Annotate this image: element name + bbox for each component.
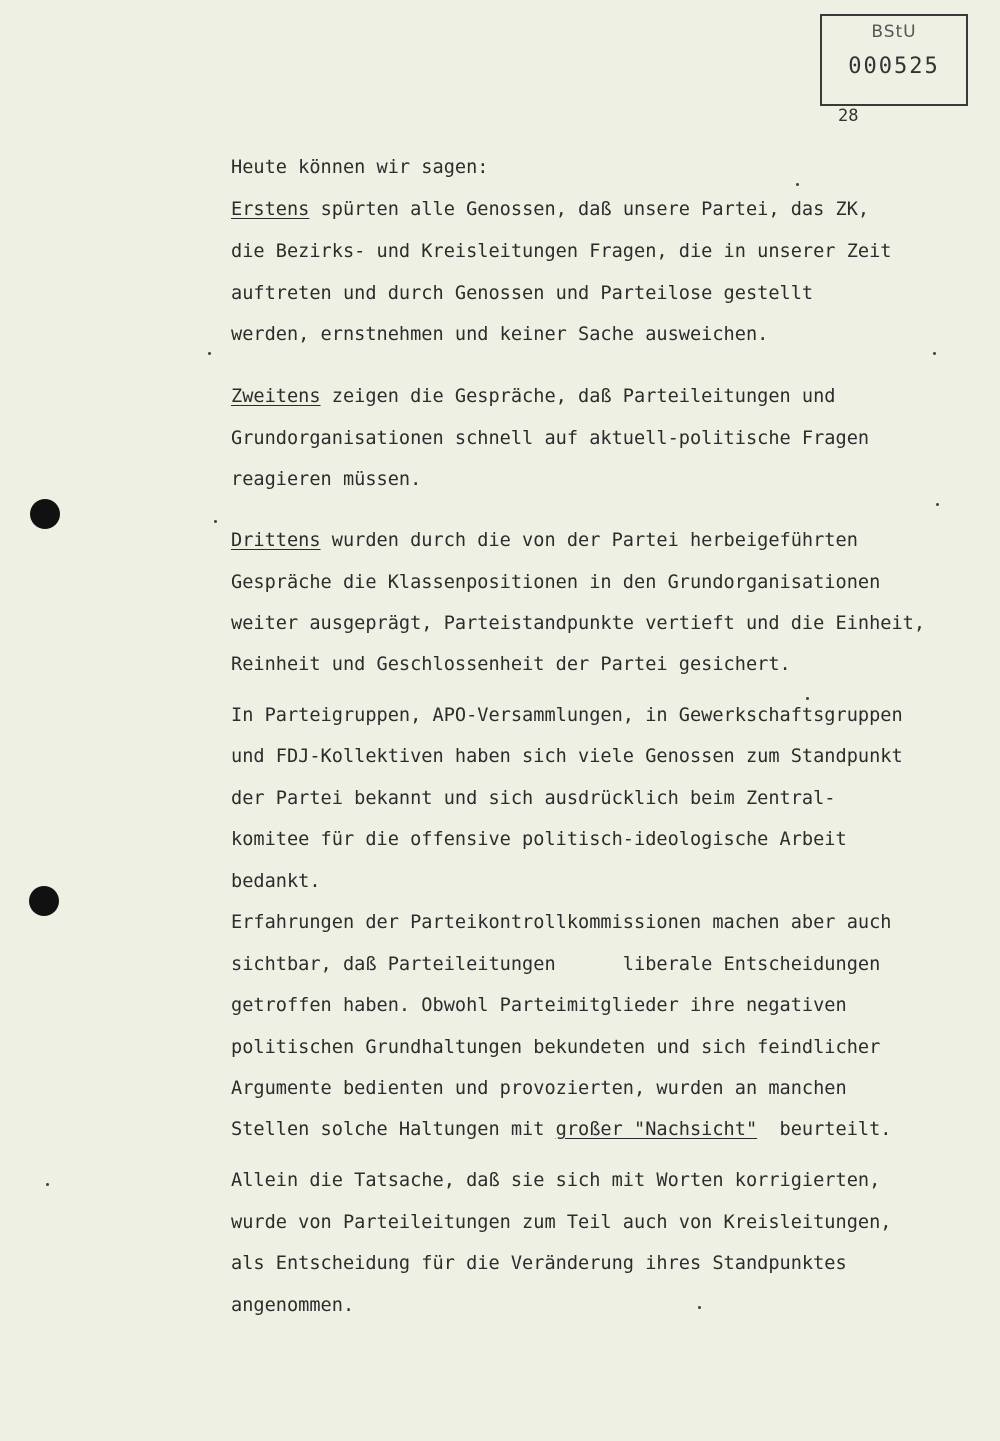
paper-speck bbox=[933, 352, 936, 355]
stamp-organization: BStU bbox=[871, 22, 917, 42]
paper-speck bbox=[214, 520, 217, 523]
paper-speck bbox=[936, 503, 939, 506]
page-number: 28 bbox=[838, 106, 859, 126]
paper-speck bbox=[698, 1306, 701, 1309]
text-line: sichtbar, daß Parteileitungen liberale Entscheidungen bbox=[231, 954, 881, 975]
paragraph-first-line bbox=[231, 199, 869, 221]
paragraph-third-line bbox=[231, 530, 858, 552]
paper-speck bbox=[46, 1183, 49, 1186]
text-line: In Parteigruppen, APO-Versammlungen, in Gewerkschaftsgruppen bbox=[231, 705, 903, 726]
paragraph-second-line bbox=[231, 386, 836, 408]
punch-hole-icon bbox=[30, 499, 60, 529]
text-line: komitee für die offensive politisch-ideologische Arbeit bbox=[231, 829, 847, 850]
text-segment: zeigen die Gespräche, daß Parteileitungen und bbox=[320, 386, 836, 407]
text-line: Allein die Tatsache, daß sie sich mit Worten korrigierten, bbox=[231, 1170, 881, 1191]
punch-hole-icon bbox=[29, 886, 59, 916]
text-line: weiter ausgeprägt, Parteistandpunkte vertieft und die Einheit, bbox=[231, 613, 926, 634]
text-line: und FDJ-Kollektiven haben sich viele Genossen zum Standpunkt bbox=[231, 746, 903, 767]
keyword-second: Zweitens bbox=[231, 386, 321, 407]
text-line: Gespräche die Klassenpositionen in den Grundorganisationen bbox=[231, 572, 881, 593]
text-line: Erfahrungen der Parteikontrollkommissionen machen aber auch bbox=[231, 912, 892, 933]
text-line: auftreten und durch Genossen und Parteilose gestellt bbox=[231, 283, 814, 304]
text-line-with-emphasis bbox=[231, 1119, 891, 1141]
underlined-phrase: großer "Nachsicht" bbox=[555, 1119, 758, 1140]
paper-speck bbox=[208, 352, 211, 355]
text-line: werden, ernstnehmen und keiner Sache ausweichen. bbox=[231, 324, 769, 345]
text-line: reagieren müssen. bbox=[231, 469, 422, 490]
text-line: Argumente bedienten und provozierten, wurden an manchen bbox=[231, 1078, 847, 1099]
text-line: der Partei bekannt und sich ausdrücklich beim Zentral- bbox=[231, 788, 836, 809]
text-line: bedankt. bbox=[231, 871, 321, 892]
text-line: angenommen. bbox=[231, 1295, 355, 1316]
text-segment: spürten alle Genossen, daß unsere Partei, das ZK, bbox=[309, 199, 870, 220]
text-line: wurde von Parteileitungen zum Teil auch von Kreisleitungen, bbox=[231, 1212, 892, 1233]
paper-speck bbox=[796, 183, 799, 186]
text-line: die Bezirks- und Kreisleitungen Fragen, die in unserer Zeit bbox=[231, 241, 892, 262]
text-segment: Stellen solche Haltungen mit bbox=[231, 1119, 556, 1140]
text-line: Reinheit und Geschlossenheit der Partei gesichert. bbox=[231, 654, 791, 675]
text-line: politischen Grundhaltungen bekundeten und sich feindlicher bbox=[231, 1037, 881, 1058]
text-line: als Entscheidung für die Veränderung ihres Standpunktes bbox=[231, 1253, 847, 1274]
archive-stamp bbox=[820, 14, 968, 106]
intro-line: Heute können wir sagen: bbox=[231, 157, 489, 178]
text-segment: beurteilt. bbox=[757, 1119, 892, 1140]
text-segment: wurden durch die von der Partei herbeigeführten bbox=[320, 530, 858, 551]
paper-speck bbox=[806, 697, 809, 700]
keyword-third: Drittens bbox=[231, 530, 321, 551]
keyword-first: Erstens bbox=[231, 199, 310, 220]
stamp-number: 000525 bbox=[848, 54, 940, 79]
text-line: getroffen haben. Obwohl Parteimitglieder ihre negativen bbox=[231, 995, 847, 1016]
text-line: Grundorganisationen schnell auf aktuell-politische Fragen bbox=[231, 428, 870, 449]
